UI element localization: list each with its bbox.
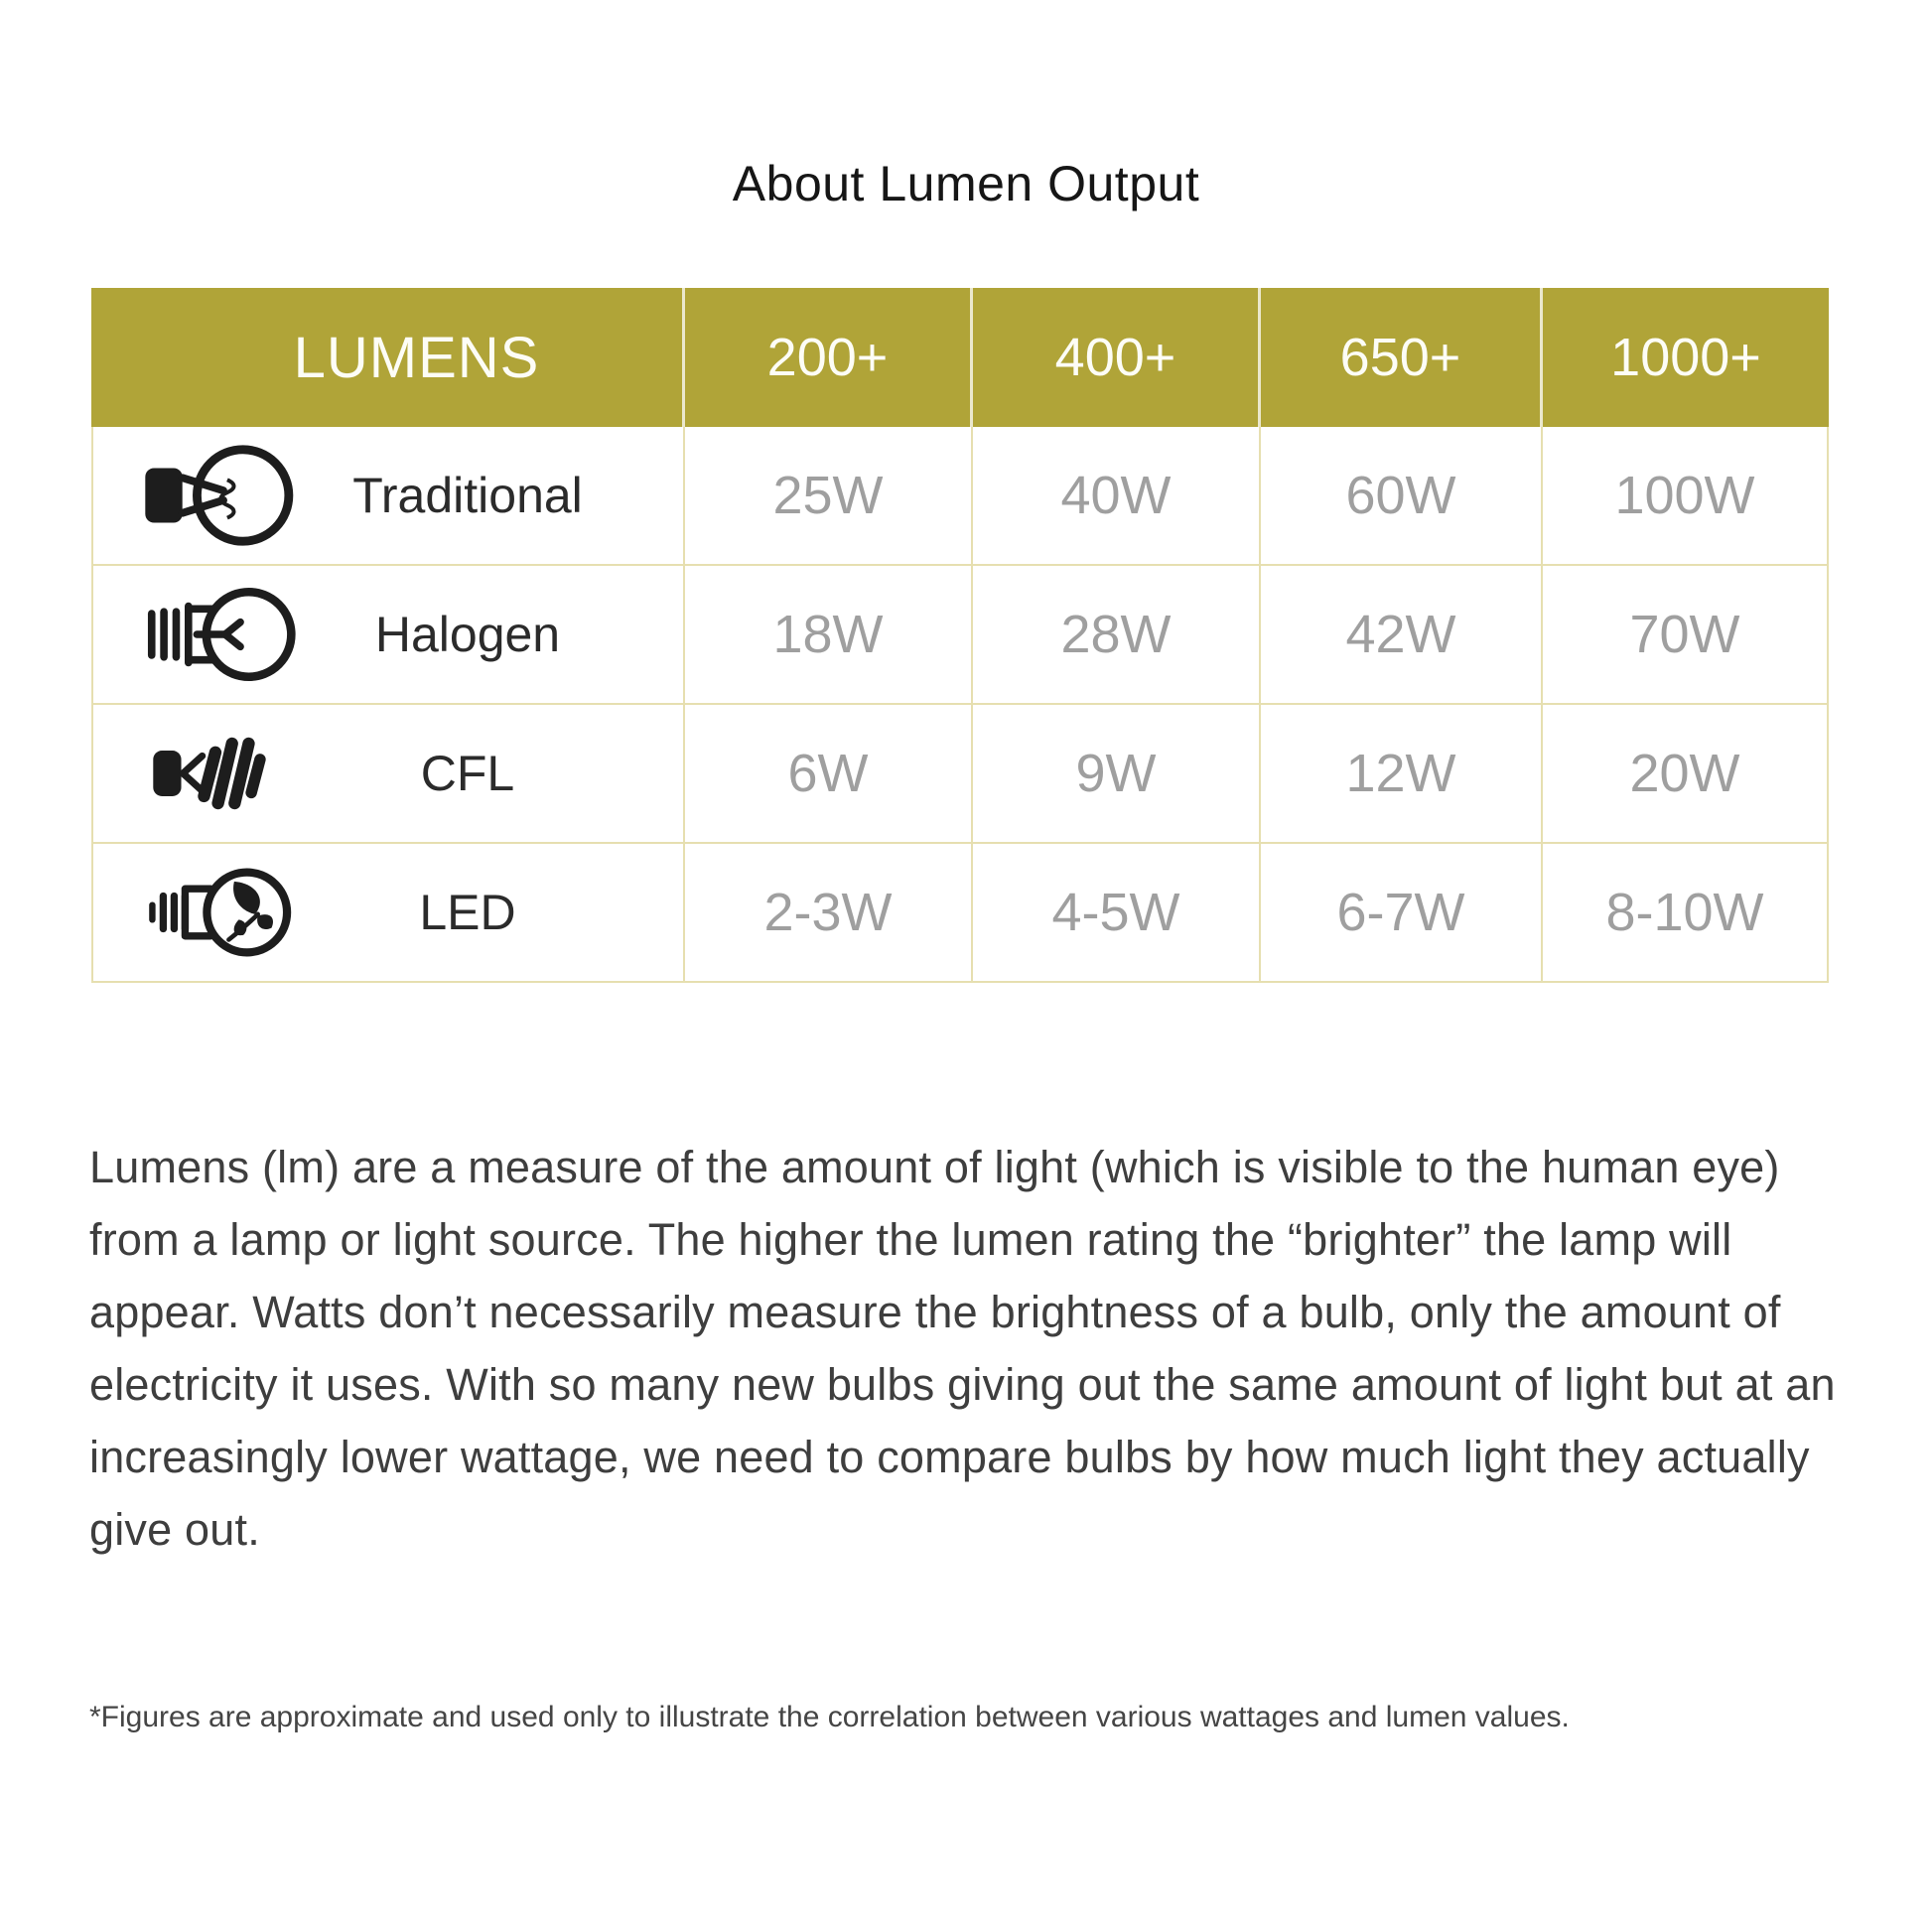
table-header-row (91, 288, 1829, 427)
header-cell-1000: 1000+ (1543, 288, 1829, 427)
wattage-cell: 20W (1543, 705, 1829, 842)
row-label: LED (419, 885, 516, 940)
led-leaf-bulb-icon (123, 858, 322, 967)
header-cell-200: 200+ (685, 288, 973, 427)
wattage-cell: 25W (685, 427, 973, 564)
wattage-cell: 6W (685, 705, 973, 842)
table-row-halogen (91, 566, 1829, 705)
wattage-cell: 6-7W (1261, 844, 1543, 981)
wattage-cell: 100W (1543, 427, 1829, 564)
lumen-comparison-table (91, 288, 1829, 983)
wattage-cell: 60W (1261, 427, 1543, 564)
description-paragraph: Lumens (lm) are a measure of the amount of light (which is visible to the human eye) from a lamp or light source. The higher the lumen rating the “brighter” the lamp will appear. Watts don’t necessarily measure the brightness of a bulb, only the amount of electricity it uses. With so many new bulbs giving out the same amount of light but at an increasingly lower wattage, we need to compare bulbs by how much light they actually give out. (89, 1142, 1836, 1555)
wattage-cell: 2-3W (685, 844, 973, 981)
table-row-traditional (91, 427, 1829, 566)
wattage-cell: 9W (973, 705, 1261, 842)
wattage-cell: 70W (1543, 566, 1829, 703)
wattage-cell: 40W (973, 427, 1261, 564)
table-row-cfl (91, 705, 1829, 844)
row-label: CFL (420, 746, 515, 801)
wattage-cell: 8-10W (1543, 844, 1829, 981)
halogen-bulb-icon (123, 578, 322, 691)
header-cell-lumens: LUMENS (91, 288, 685, 427)
table-row-led (91, 844, 1829, 983)
wattage-cell: 28W (973, 566, 1261, 703)
row-header-traditional (91, 427, 685, 564)
wattage-cell: 4-5W (973, 844, 1261, 981)
wattage-cell: 18W (685, 566, 973, 703)
row-label: Traditional (352, 468, 583, 523)
row-header-led (91, 844, 685, 981)
cfl-spiral-bulb-icon (123, 721, 322, 826)
header-cell-650: 650+ (1261, 288, 1543, 427)
row-header-cfl (91, 705, 685, 842)
wattage-cell: 42W (1261, 566, 1543, 703)
wattage-cell: 12W (1261, 705, 1543, 842)
traditional-incandescent-bulb-icon (123, 437, 322, 554)
row-label: Halogen (374, 607, 561, 662)
page-title: About Lumen Output (732, 156, 1200, 211)
header-cell-400: 400+ (973, 288, 1261, 427)
footnote: *Figures are approximate and used only to illustrate the correlation between various wattages and lumen values. (89, 1701, 1570, 1733)
row-header-halogen (91, 566, 685, 703)
